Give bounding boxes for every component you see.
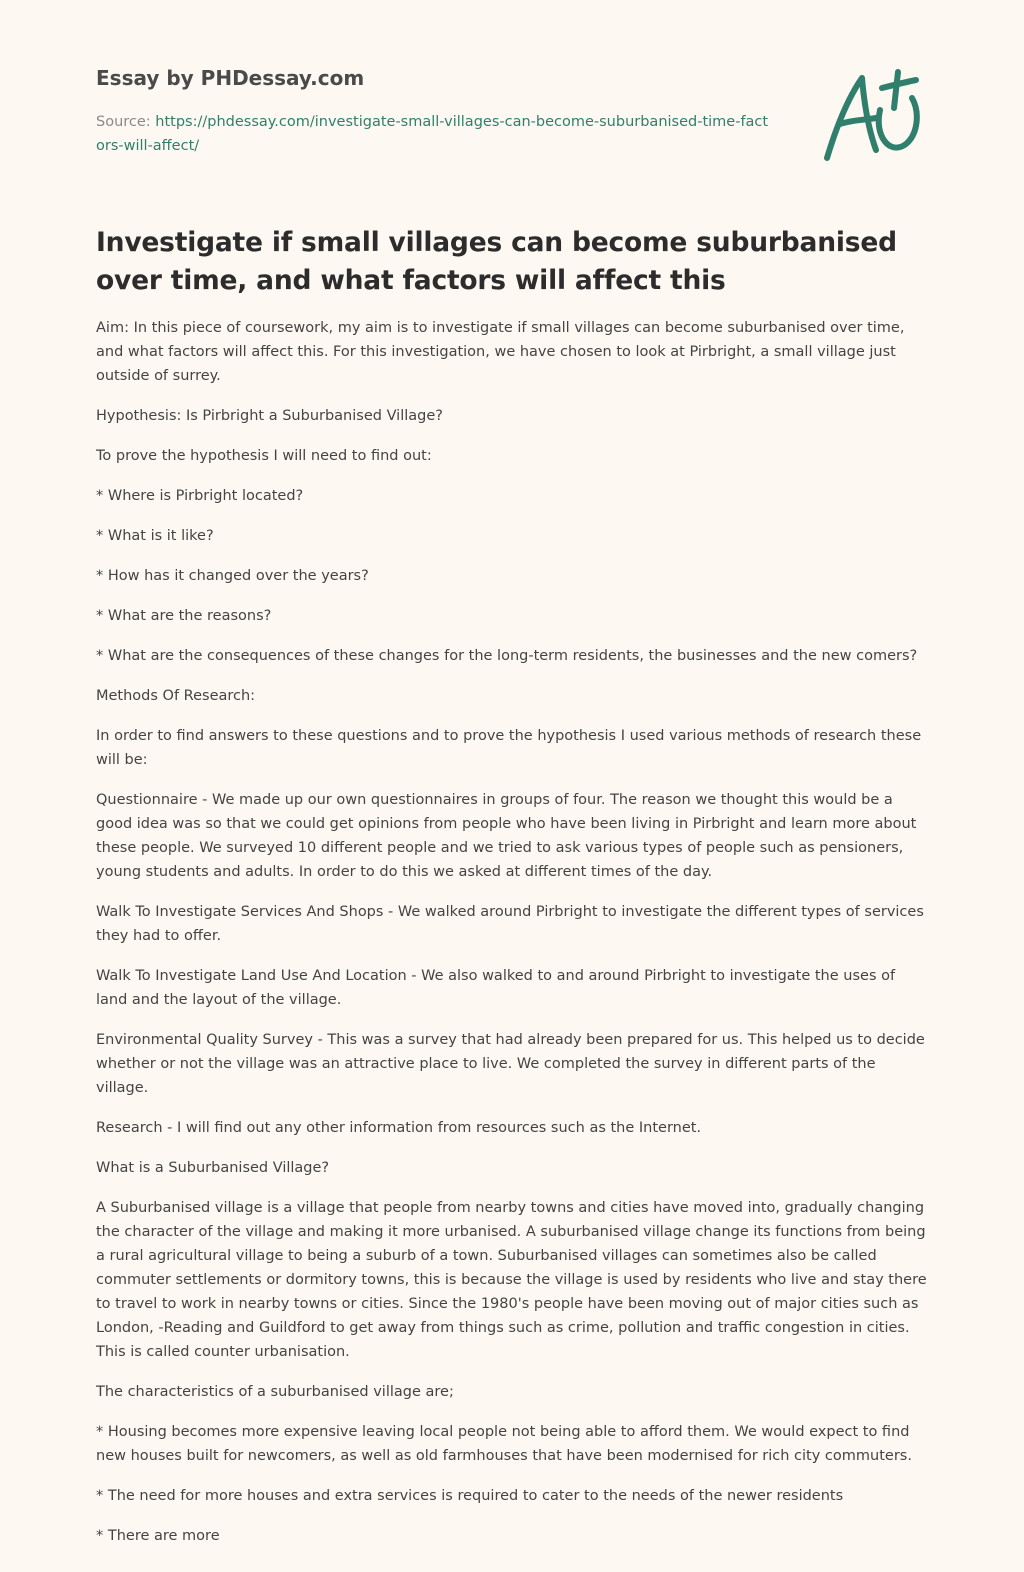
a-plus-grade-icon <box>818 66 928 166</box>
site-brand[interactable]: Essay by PHDessay.com <box>96 66 365 90</box>
paragraph: Questionnaire - We made up our own questionnaires in groups of four. The reason we thought this would be a good idea was so that we could get opinions from people who have been living in Pirbright and learn more about these people. We surveyed 10 different people and we tried to ask various types of people such as pensioners, young students and adults. In order to do this we asked at different times of the day. <box>96 792 917 880</box>
paragraph: Walk To Investigate Services And Shops - We walked around Pirbright to investigate the different types of services they had to offer. <box>96 904 924 944</box>
paragraph: Methods Of Research: <box>96 688 256 704</box>
list-item: * Housing becomes more expensive leaving local people not being able to afford them. We would expect to find new houses built for newcomers, as well as old farmhouses that have been modernised for rich city commuters. <box>96 1424 912 1464</box>
paragraph: What is a Suburbanised Village? <box>96 1160 330 1176</box>
paragraph: In order to find answers to these questions and to prove the hypothesis I used various methods of research these will be: <box>96 728 922 768</box>
list-item: * What is it like? <box>96 528 214 544</box>
list-item: * What are the consequences of these changes for the long-term residents, the businesses and the new comers? <box>96 648 918 664</box>
paragraph: Aim: In this piece of coursework, my aim is to investigate if small villages can become suburbanised over time, and what factors will affect this. For this investigation, we have chosen to look at Pirbright, a small village just outside of surrey. <box>96 320 905 384</box>
paragraph: Research - I will find out any other information from resources such as the Internet. <box>96 1120 702 1136</box>
list-item: * There are more <box>96 1528 220 1544</box>
list-item: * The need for more houses and extra services is required to cater to the needs of the newer residents <box>96 1488 844 1504</box>
essay-body <box>96 224 930 1564</box>
source-line <box>96 110 776 158</box>
paragraph: Walk To Investigate Land Use And Location - We also walked to and around Pirbright to investigate the uses of land and the layout of the village. <box>96 968 896 1008</box>
source-link[interactable]: https://phdessay.com/investigate-small-villages-can-become-suburbanised-time-factors-will-affect/ <box>96 114 769 154</box>
paragraph: Environmental Quality Survey - This was a survey that had already been prepared for us. This helped us to decide whether or not the village was an attractive place to live. We completed the survey in different parts of the village. <box>96 1032 925 1096</box>
source-label: Source: <box>96 114 151 130</box>
essay-title: Investigate if small villages can become suburbanised over time, and what factors will affect this <box>96 227 897 296</box>
paragraph: A Suburbanised village is a village that people from nearby towns and cities have moved into, gradually changing the character of the village and making it more urbanised. A suburbanised village change its functions from being a rural agricultural village to being a suburb of a town. Suburbanised villages can sometimes also be called commuter settlements or dormitory towns, this is because the village is used by residents who live and stay there to travel to work in nearby towns or cities. Since the 1980's people have been moving out of major cities such as London, -Reading and Guildford to get away from things such as crime, pollution and traffic congestion in cities. This is called counter urbanisation. <box>96 1200 927 1360</box>
paragraph: The characteristics of a suburbanised village are; <box>96 1384 454 1400</box>
paragraph: To prove the hypothesis I will need to find out: <box>96 448 432 464</box>
list-item: * Where is Pirbright located? <box>96 488 304 504</box>
paragraph: Hypothesis: Is Pirbright a Suburbanised Village? <box>96 408 443 424</box>
page-header <box>96 64 796 158</box>
list-item: * What are the reasons? <box>96 608 272 624</box>
list-item: * How has it changed over the years? <box>96 568 369 584</box>
